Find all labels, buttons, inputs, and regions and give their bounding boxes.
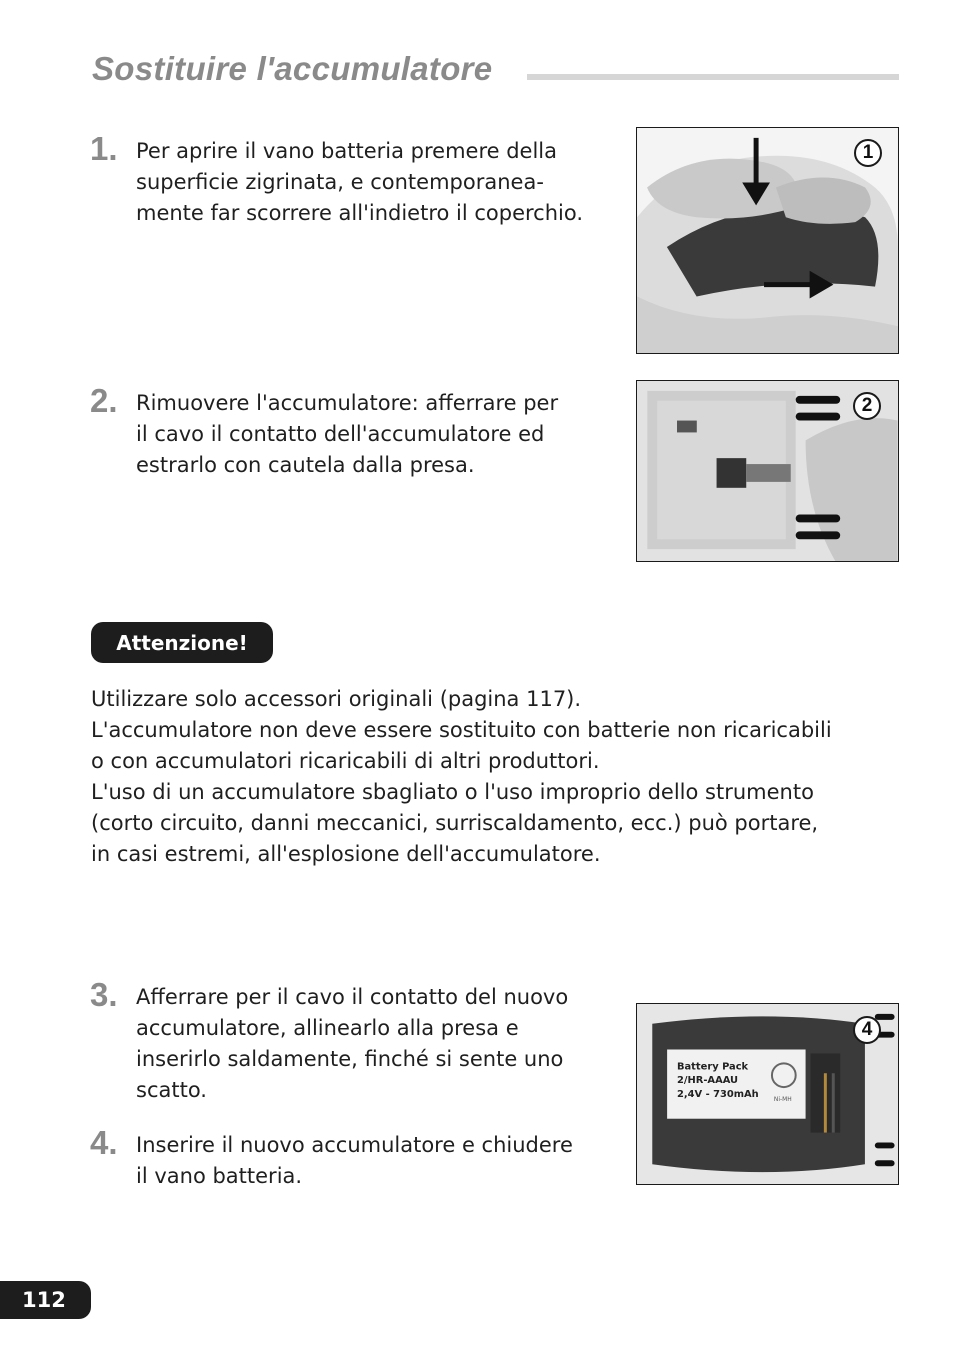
step-line: accumulatore, allinearlo alla presa e (136, 1016, 519, 1040)
figure-badge: 4 (853, 1016, 881, 1044)
step-line: il cavo il contatto dell'accumulatore ed (136, 422, 545, 446)
step-line: il vano batteria. (136, 1164, 303, 1188)
warning-line: L'accumulatore non deve essere sostituito con batterie non ricaricabili (91, 718, 832, 742)
battery-label-line: 2,4V - 730mAh (677, 1088, 759, 1100)
warning-line: o con accumulatori ricaricabili di altri produttori. (91, 749, 600, 773)
figure-4 (636, 1003, 899, 1185)
warning-text (91, 684, 891, 870)
step-2 (90, 382, 610, 481)
warning-line: in casi estremi, all'esplosione dell'accumulatore. (91, 842, 601, 866)
step-line: inserirlo saldamente, finché si sente uno (136, 1047, 564, 1071)
battery-label-line: Battery Pack (677, 1061, 749, 1073)
step-line: superficie zigrinata, e contemporanea- (136, 170, 544, 194)
warning-line: Utilizzare solo accessori originali (pagina 117). (91, 687, 582, 711)
step-number: 3. (90, 976, 118, 1013)
step-line: scatto. (136, 1078, 207, 1102)
warning-line: (corto circuito, danni meccanici, surriscaldamento, ecc.) può portare, (91, 811, 819, 835)
figure-2 (636, 380, 899, 562)
step-4 (90, 1124, 610, 1192)
step-3 (90, 976, 610, 1106)
step-line: estrarlo con cautela dalla presa. (136, 453, 475, 477)
step-text (136, 982, 610, 1106)
step-number: 4. (90, 1124, 118, 1161)
page-title: Sostituire l'accumulatore (92, 50, 493, 87)
step-line: Inserire il nuovo accumulatore e chiudere (136, 1133, 573, 1157)
figure-badge: 2 (853, 392, 881, 420)
figure-1 (636, 127, 899, 354)
step-number: 2. (90, 382, 118, 419)
step-number: 1. (90, 130, 118, 167)
page-number: 112 (0, 1281, 91, 1319)
step-line: mente far scorrere all'indietro il coperchio. (136, 201, 584, 225)
step-1 (90, 130, 610, 229)
battery-chem-label: Ni-MH (773, 1095, 792, 1103)
title-rule (527, 74, 899, 80)
warning-label: Attenzione! (91, 622, 273, 663)
warning-line: L'uso di un accumulatore sbagliato o l'uso improprio dello strumento (91, 780, 814, 804)
step-text (136, 136, 610, 229)
step-line: Rimuovere l'accumulatore: afferrare per (136, 391, 559, 415)
step-text (136, 388, 610, 481)
figure-badge: 1 (854, 139, 882, 167)
step-line: Afferrare per il cavo il contatto del nuovo (136, 985, 569, 1009)
step-line: Per aprire il vano batteria premere della (136, 139, 558, 163)
battery-label-line: 2/HR-AAAU (677, 1075, 739, 1087)
step-text (136, 1130, 610, 1192)
